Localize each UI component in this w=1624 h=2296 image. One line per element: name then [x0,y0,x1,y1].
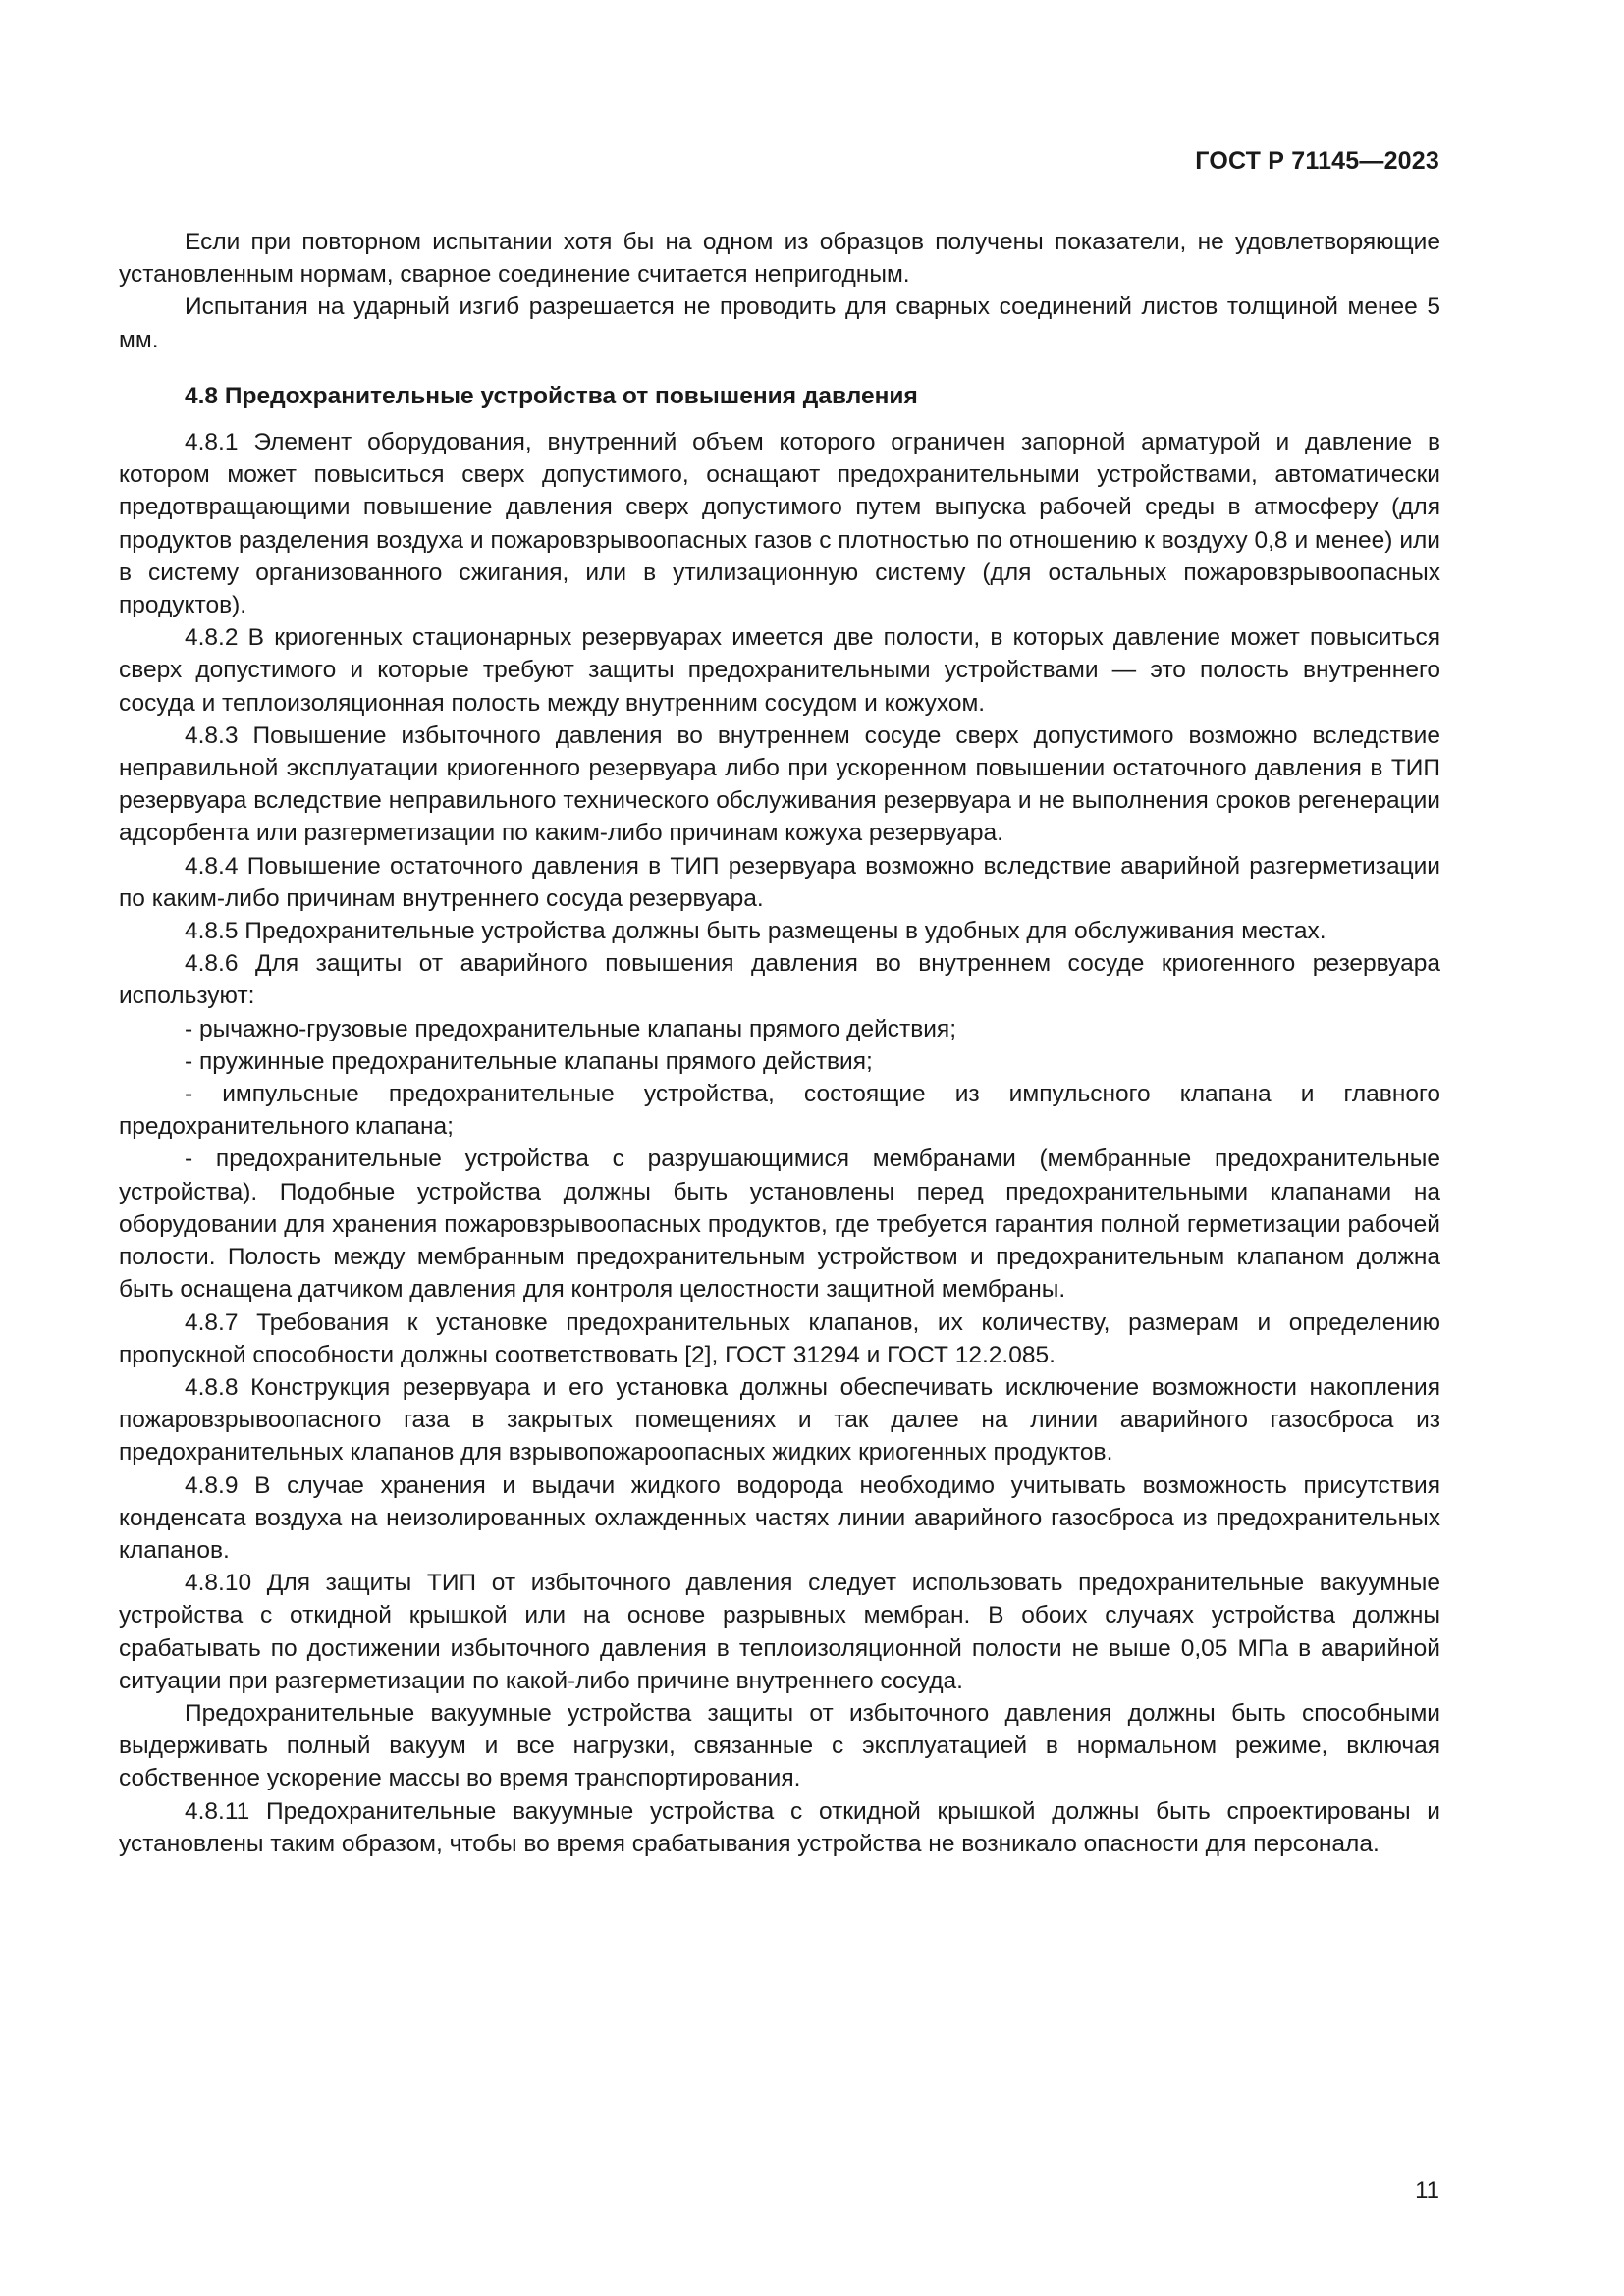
clause-4-8-7: 4.8.7 Требования к установке предохранительных клапанов, их количеству, размерам и определению пропускной способности должны соответствовать [2], ГОСТ 31294 и ГОСТ 12.2.085. [119,1308,1440,1368]
paragraph-retest-result: Если при повторном испытании хотя бы на одном из образцов получены показатели, не удовлетворяющие установленным нормам, сварное соединение считается непригодным. [119,229,1440,289]
list-item-spring-valves: - пружинные предохранительные клапаны прямого действия; [185,1047,873,1075]
list-item-membrane-devices: - предохранительные устройства с разрушающимися мембранами (мембранные предохранительные устройства). Подобные устройства должны быть установлены перед предохранительными клапанами на оборудовании для хранения пожаровзрывоопасных продуктов, где требуется гарантия полной герметизации рабочей полости. Полость между мембранным предохранительным устройством и предохранительным клапаном должна быть оснащена датчиком давления для контроля целостности защитной мембраны. [119,1146,1440,1304]
clause-4-8-10: 4.8.10 Для защиты ТИП от избыточного давления следует использовать предохранительные вакуумные устройства с откидной крышкой или на основе разрывных мембран. В обоих случаях устройства должны срабатывать по достижении избыточного давления в теплоизоляционной полости не выше 0,05 МПа в аварийной ситуации при разгерметизации по какой-либо причине внутреннего сосуда. [119,1570,1440,1694]
document-header-id: ГОСТ Р 71145—2023 [1195,147,1439,175]
paragraph-impact-test: Испытания на ударный изгиб разрешается не проводить для сварных соединений листов толщиной менее 5 мм. [119,294,1440,353]
page-number: 11 [1415,2177,1439,2204]
clause-4-8-10-continued: Предохранительные вакуумные устройства защиты от избыточного давления должны быть способными выдерживать полный вакуум и все нагрузки, связанные с эксплуатацией в нормальном режиме, включая собственное ускорение массы во время транспортирования. [119,1699,1440,1792]
clause-4-8-11: 4.8.11 Предохранительные вакуумные устройства с откидной крышкой должны быть спроектированы и установлены таким образом, чтобы во время срабатывания устройства не возникало опасности для персонала. [119,1797,1440,1857]
clause-4-8-5: 4.8.5 Предохранительные устройства должны быть размещены в удобных для обслуживания местах. [185,918,1326,945]
clause-4-8-4: 4.8.4 Повышение остаточного давления в ТИП резервуара возможно вследствие аварийной разгерметизации по каким-либо причинам внутреннего сосуда резервуара. [119,852,1440,912]
clause-4-8-8: 4.8.8 Конструкция резервуара и его установка должны обеспечивать исключение возможности накопления пожаровзрывоопасного газа в закрытых помещениях и так далее на линии аварийного газосброса из предохранительных клапанов для взрывопожароопасных жидких криогенных продуктов. [119,1373,1440,1467]
clause-4-8-9: 4.8.9 В случае хранения и выдачи жидкого водорода необходимо учитывать возможность присутствия конденсата воздуха на неизолированных охлажденных частях линии аварийного газосброса из предохранительных клапанов. [119,1471,1440,1564]
clause-4-8-3: 4.8.3 Повышение избыточного давления во внутреннем сосуде сверх допустимого возможно вследствие неправильной эксплуатации криогенного резервуара либо при ускоренном повышении остаточного давления в ТИП резервуара вследствие неправильного технического обслуживания резервуара и не выполнения сроков регенерации адсорбента или разгерметизации по каким-либо причинам кожуха резервуара. [119,721,1440,847]
clause-4-8-2: 4.8.2 В криогенных стационарных резервуарах имеется две полости, в которых давление может повыситься сверх допустимого и которые требуют защиты предохранительными устройствами — это полость внутреннего сосуда и теплоизоляционная полость между внутренним сосудом и кожухом. [119,624,1440,717]
list-item-impulse-devices: - импульсные предохранительные устройства, состоящие из импульсного клапана и главного предохранительного клапана; [119,1081,1440,1141]
clause-4-8-6: 4.8.6 Для защиты от аварийного повышения давления во внутреннем сосуде криогенного резервуара используют: [119,950,1440,1010]
section-heading-4-8: 4.8 Предохранительные устройства от повышения давления [185,382,918,409]
document-body [119,226,1440,1860]
clause-4-8-1: 4.8.1 Элемент оборудования, внутренний объем которого ограничен запорной арматурой и давление в котором может повыситься сверх допустимого, оснащают предохранительными устройствами, автоматически предотвращающими повышение давления сверх допустимого путем выпуска рабочей среды в атмосферу (для продуктов разделения воздуха и пожаровзрывоопасных газов с плотностью по отношению к воздуху 0,8 и менее) или в систему организованного сжигания, или в утилизационную систему (для остальных пожаровзрывоопасных продуктов). [119,429,1440,619]
list-item-lever-valves: - рычажно-грузовые предохранительные клапаны прямого действия; [185,1015,956,1042]
